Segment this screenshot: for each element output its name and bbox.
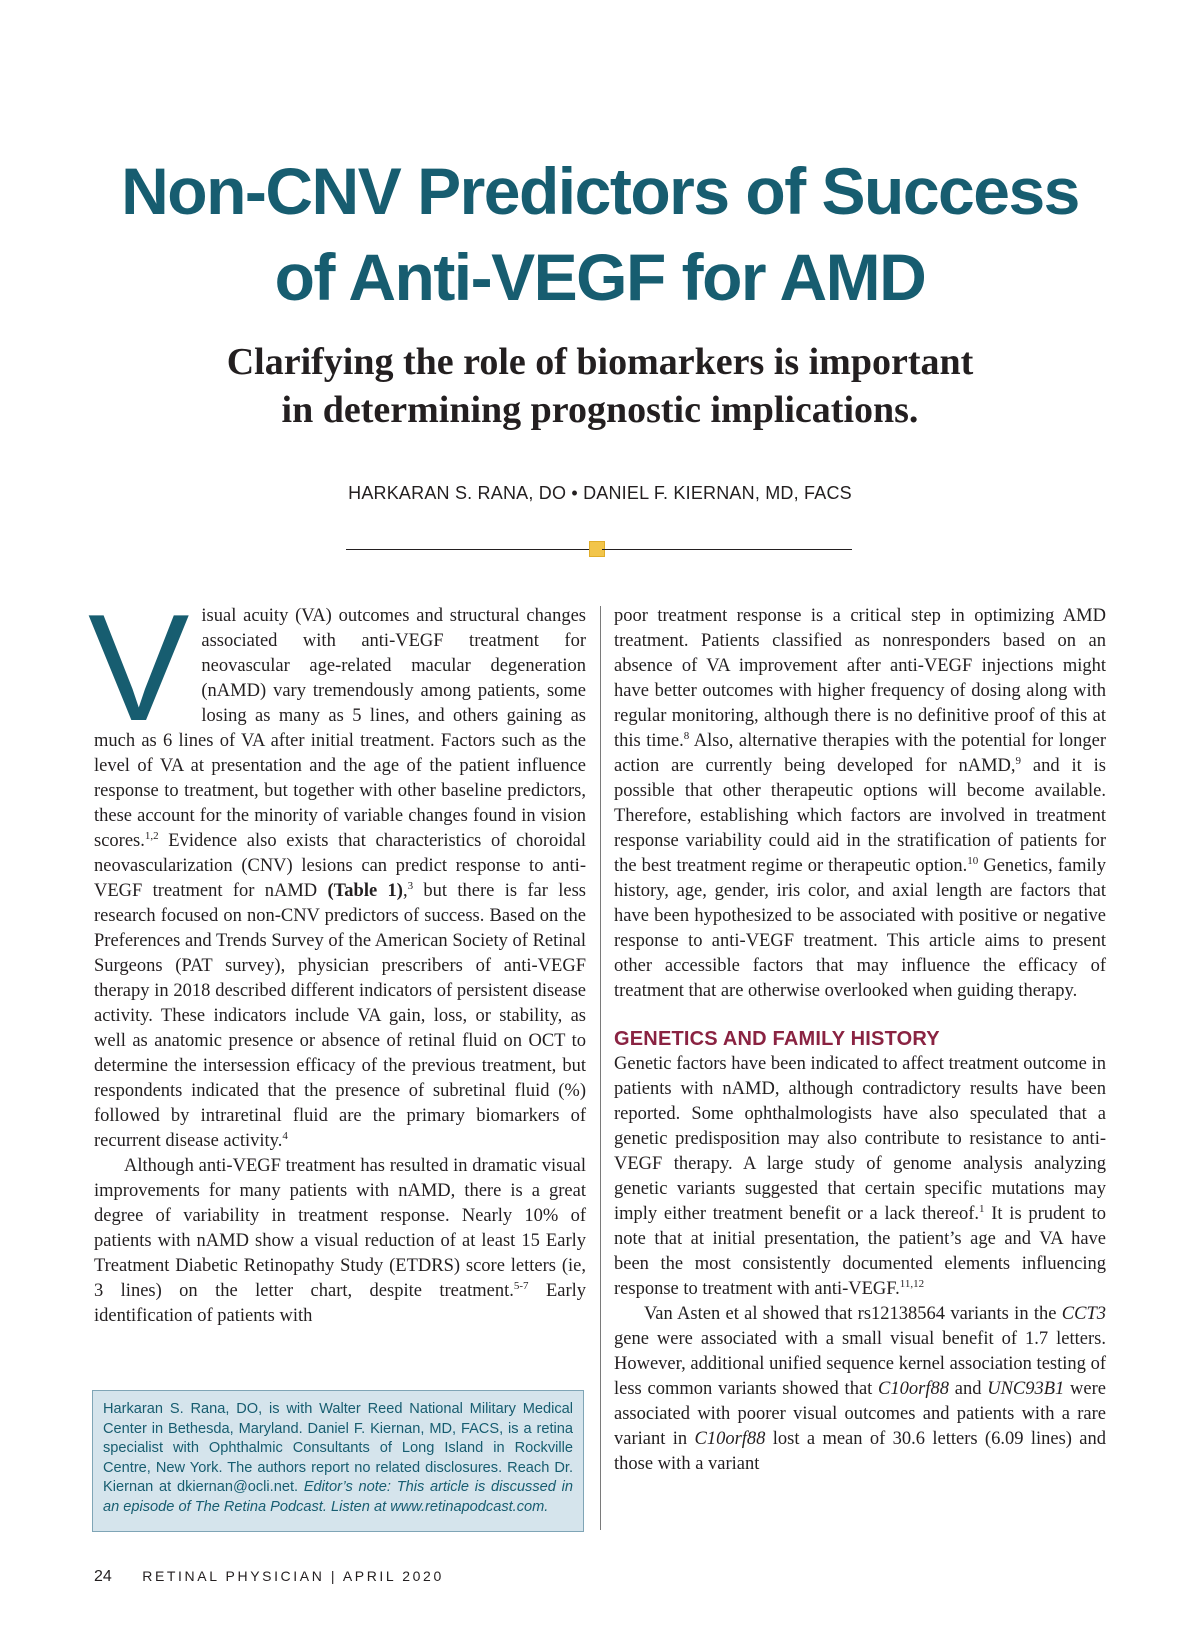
body-text: but there is far less research focused on non-CNV predictors of success. Based on the Preferences and Trends Survey of the American Society of Retinal Surgeons (PAT survey), physician prescribers of anti-VEGF therapy in 2018 described different indicators of persistent disease activity. These indicators include VA gain, loss, or stability, as well as anatomic presence or absence of retinal fluid on OCT to determine the intersession efficacy of the previous treatment, but respondents indicated that the presence of subretinal fluid (%) followed by intraretinal fluid are the primary biomarkers of recurrent disease activity. <box>94 881 586 1151</box>
article-title <box>0 148 1200 320</box>
column-divider <box>600 606 601 1530</box>
page-footer <box>94 1568 444 1586</box>
subtitle-line-2: in determining prognostic implications. <box>281 389 919 431</box>
body-text: Genetics, family history, age, gender, iris color, and axial length are factors that have been hypothesized to be associated with positive or negative response to anti-VEGF treatment. This article aims to present other accessible factors that may influence the efficacy of treatment that are otherwise overlooked when guiding therapy. <box>614 856 1106 1001</box>
left-column <box>88 583 587 1329</box>
drop-cap: V <box>88 583 190 753</box>
body-text: Van Asten et al showed that rs12138564 variants in the <box>644 1304 1062 1324</box>
citation-superscript: 1 <box>979 1202 985 1215</box>
citation-superscript: 10 <box>967 854 979 867</box>
subtitle-line-1: Clarifying the role of biomarkers is important <box>226 341 974 383</box>
body-text: Genetic factors have been indicated to affect treatment outcome in patients with nAMD, although contradictory results have been reported. Some ophthalmologists have also speculated that a genetic predisposition may also contribute to resistance to anti-VEGF therapy. A large study of genome analysis analyzing genetic variants suggested that certain specific mutations may imply either treatment benefit or a lack thereof. <box>614 1054 1106 1224</box>
citation-superscript: 1,2 <box>144 829 159 842</box>
citation-superscript: 11,12 <box>899 1277 925 1290</box>
right-column <box>614 604 1106 1477</box>
section-heading: GENETICS AND FAMILY HISTORY <box>614 1028 940 1050</box>
citation-superscript: 4 <box>282 1129 288 1142</box>
body-text: , <box>402 881 408 901</box>
body-text: Early identification of patients with <box>94 1281 587 1326</box>
body-text: It is prudent to note that at initial presentation, the patient’s age and VA have been the most consistently documented elements influencing response to treatment with anti-VEGF. <box>614 1204 1106 1299</box>
body-text: isual acuity (VA) outcomes and structural changes associated with anti-VEGF treatment for neovascular age-related macular degeneration (nAMD) vary tremendously among patients, some losing as many as 5 lines, and others gaining as much as 6 lines of VA after initial treatment. Factors such as the level of VA at presentation and the age of the patient influence response to treatment, but together with other baseline predictors, these account for the minority of variable changes found in vision scores. <box>94 606 586 851</box>
body-text: Evidence also exists that characteristics of choroidal neovascularization (CNV) lesions can predict response to anti-VEGF treatment for nAMD <box>94 831 586 901</box>
gene-name: C10orf88 <box>694 1429 766 1449</box>
citation-superscript: 3 <box>407 879 414 892</box>
intro-paragraph <box>88 583 586 1154</box>
article-subtitle <box>0 338 1200 434</box>
body-text: Also, alternative therapies with the potential for longer action are currently being developed for nAMD, <box>614 731 1106 776</box>
body-text: and it is possible that other therapeutic options will become available. Therefore, establishing which factors are involved in treatment response variability could aid in the stratification of patients for the best treatment regime or therapeutic option. <box>614 756 1106 876</box>
journal-issue: RETINAL PHYSICIAN | APRIL 2020 <box>142 1568 444 1584</box>
title-line-1: Non-CNV Predictors of Success <box>121 154 1079 228</box>
body-paragraph <box>614 1052 1106 1302</box>
body-paragraph <box>614 604 1106 1004</box>
divider-rule-right <box>602 549 852 550</box>
divider-rule-left <box>346 549 590 550</box>
author-bio-box <box>92 1390 584 1532</box>
page-number: 24 <box>94 1568 112 1585</box>
author-byline: HARKARAN S. RANA, DO • DANIEL F. KIERNAN, MD, FACS <box>348 483 852 503</box>
table-reference: (Table 1) <box>327 881 403 901</box>
citation-superscript: 9 <box>1015 754 1022 767</box>
editor-note: Editor’s note: This article is discussed in an episode of The Retina Podcast. Listen at www.retinapodcast.com. <box>103 1479 573 1515</box>
author-bio-text: Harkaran S. Rana, DO, is with Walter Reed National Military Medical Center in Bethesda, Maryland. Daniel F. Kiernan, MD, FACS, is a retina specialist with Ophthalmic Consultants of Long Island in Rockville Centre, New York. The authors report no related disclosures. Reach Dr. Kiernan at dkiernan@ocli.net. <box>103 1401 573 1495</box>
body-text: lost a mean of 30.6 letters (6.09 lines) and those with a variant <box>614 1429 1106 1474</box>
body-paragraph <box>614 1302 1106 1477</box>
citation-superscript: 8 <box>683 729 690 742</box>
gene-name: C10orf88 <box>878 1379 949 1399</box>
gene-name: UNC93B1 <box>987 1379 1065 1399</box>
gene-name: CCT3 <box>1061 1304 1106 1324</box>
body-text: poor treatment response is a critical step in optimizing AMD treatment. Patients classified as nonresponders based on an absence of VA improvement after anti-VEGF injections might have better outcomes with higher frequency of dosing along with regular monitoring, although there is no definitive proof of this at this time. <box>614 606 1106 751</box>
citation-superscript: 5-7 <box>513 1279 529 1292</box>
title-line-2: of Anti-VEGF for AMD <box>274 240 926 314</box>
body-text: were associated with poorer visual outcomes and patients with a rare variant in <box>614 1379 1106 1449</box>
body-text: gene were associated with a small visual benefit of 1.7 letters. However, additional unified sequence kernel association testing of less common variants showed that <box>614 1329 1106 1399</box>
body-text: and <box>948 1379 988 1399</box>
body-paragraph <box>94 1154 586 1329</box>
body-text: Although anti-VEGF treatment has resulted in dramatic visual improvements for many patients with nAMD, there is a great degree of variability in treatment response. Nearly 10% of patients with nAMD show a visual reduction of at least 15 Early Treatment Diabetic Retinopathy Study (ETDRS) score letters (ie, 3 lines) on the letter chart, despite treatment. <box>94 1156 586 1301</box>
